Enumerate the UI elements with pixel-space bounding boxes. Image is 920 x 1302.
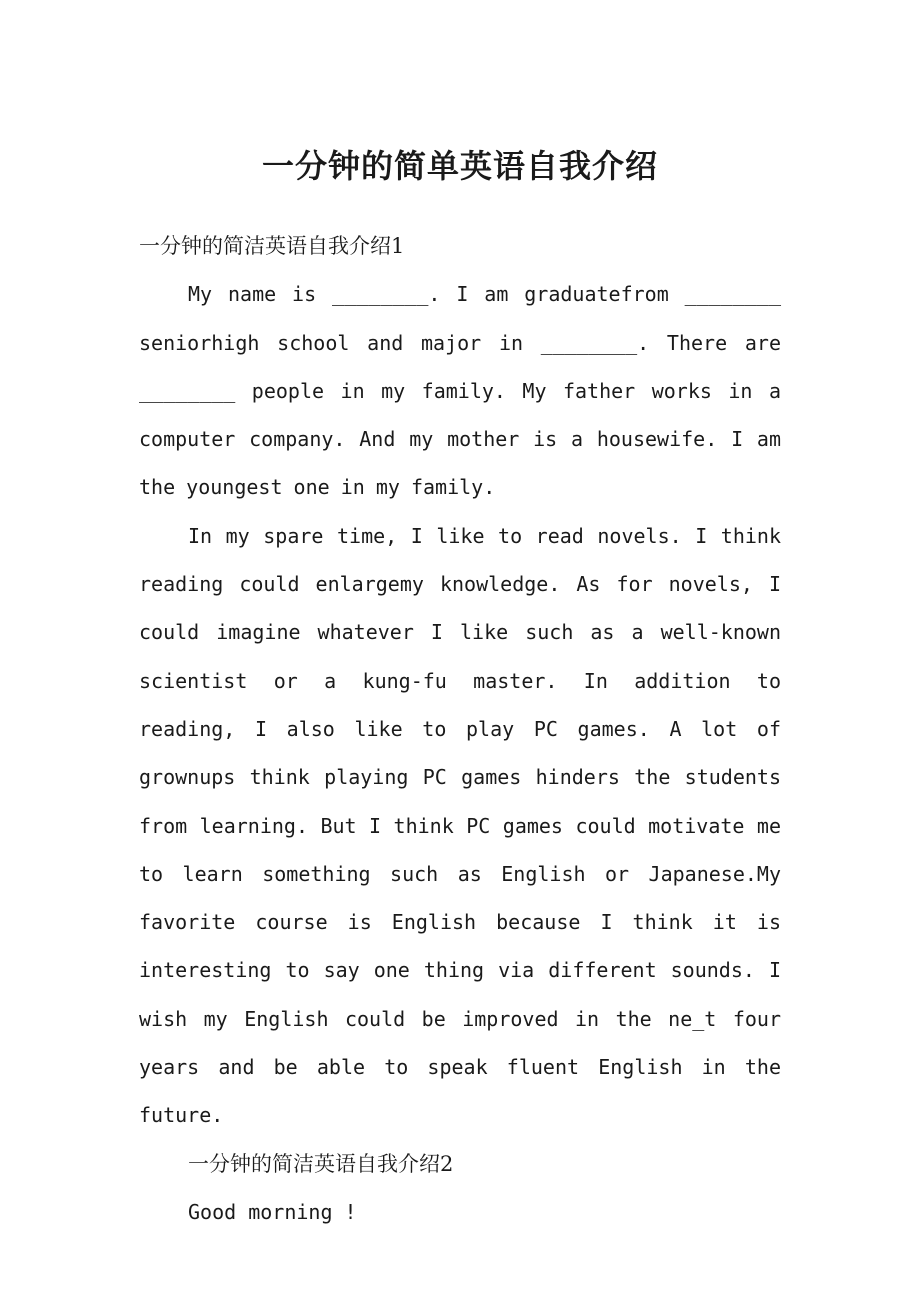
document-body	[139, 222, 781, 1236]
section-1-paragraph-1: My name is ________. I am graduatefrom ________ seniorhigh school and major in ________. There are ________ people in my family. My father works in a computer company. And my mother is a housewife. I am the youngest one in my family.	[139, 282, 781, 500]
document-title: 一分钟的简单英语自我介绍	[261, 147, 658, 185]
section-1-paragraph-2: In my spare time, I like to read novels. I think reading could enlargemy knowledge. As for novels, I could imagine whatever I like such as a well-known scientist or a kung-fu master. In addition to reading, I also like to play PC games. A lot of grownups think playing PC games hinders the students from learning. But I think PC games could motivate me to learn something such as English or Japanese.My favorite course is English because I think it is interesting to say one thing via different sounds. I wish my English could be improved in the ne_t four years and be able to speak fluent English in the future.	[139, 523, 781, 1128]
section-2-heading: 一分钟的简洁英语自我介绍2	[188, 1151, 454, 1176]
section-1-heading: 一分钟的简洁英语自我介绍1	[139, 234, 405, 258]
section-2-greeting: Good morning !	[188, 1199, 357, 1224]
